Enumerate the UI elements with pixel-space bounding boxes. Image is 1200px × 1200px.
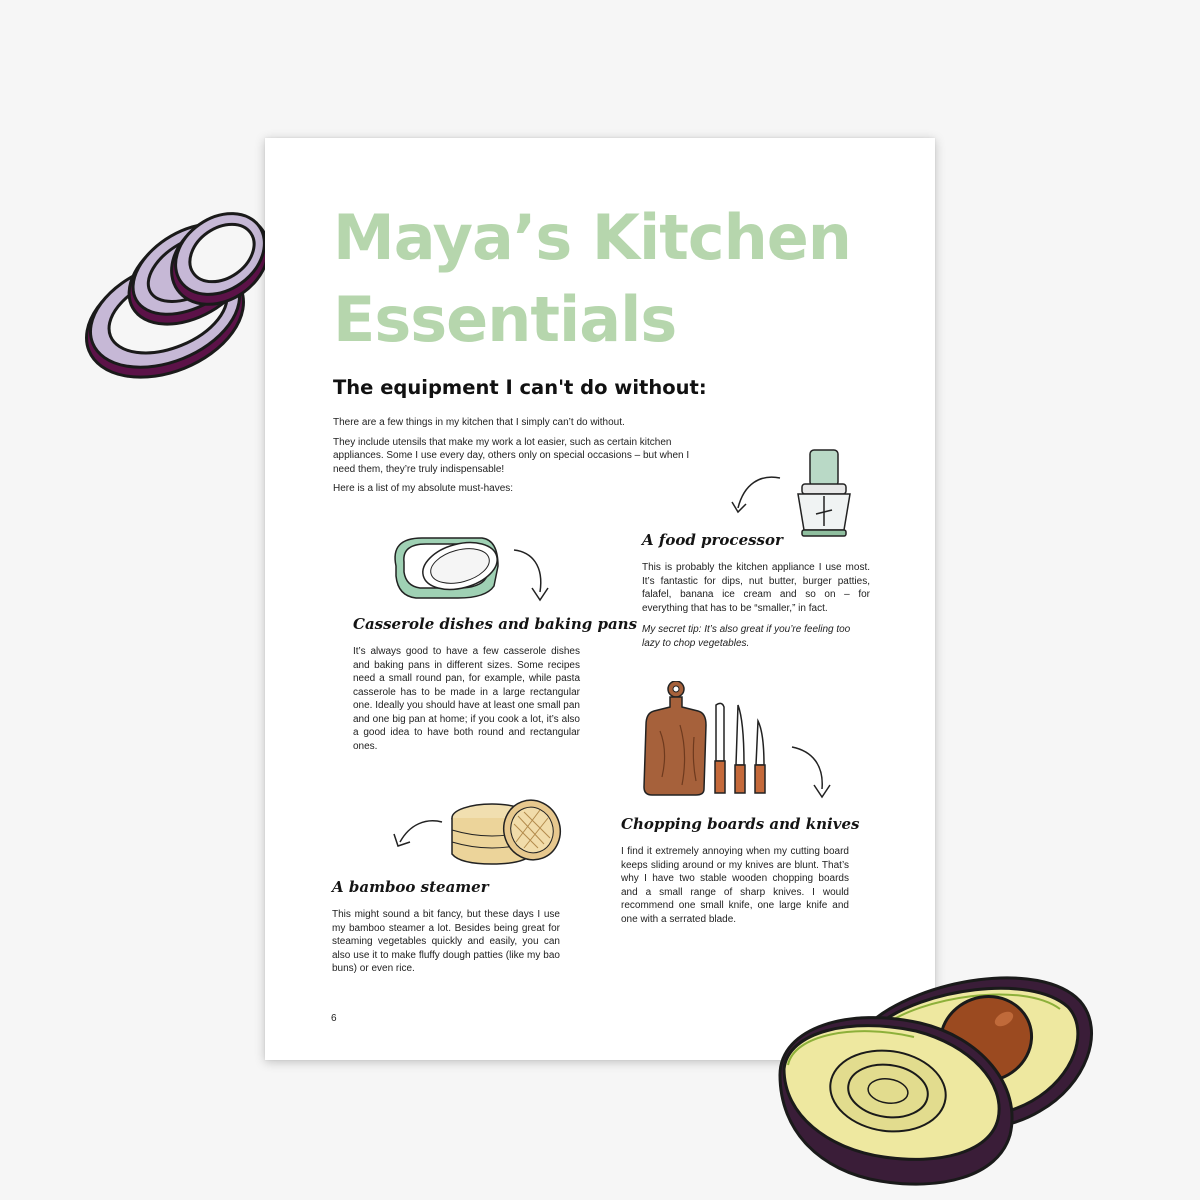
section-heading: A food processor (642, 531, 783, 549)
bamboo-steamer-icon (390, 790, 570, 870)
food-processor-icon (730, 444, 870, 544)
section-body: This is probably the kitchen appliance I use most. It’s fantastic for dips, nut butter, burger patties, falafel, banana ice cream and so on – for everything that has to be “smaller,” in fact. (642, 562, 870, 614)
intro-paragraph: Here is a list of my absolute must-haves: (333, 483, 514, 494)
chopping-board-knives-icon (640, 681, 840, 801)
title-line-2: Essentials (333, 283, 677, 356)
section-body: I find it extremely annoying when my cutting board keeps sliding around or my knives are blunt. That’s why I have two stable wooden chopping boards and a small range of sharp knives. I would recommend one small knife, one large knife and one with a serrated blade. (621, 846, 849, 925)
section-body: This might sound a bit fancy, but these days I use my bamboo steamer a lot. Besides being great for steaming vegetables quickly and easily, you can also use it to make fluffy dough patties (like my bao buns) or even rice. (332, 909, 560, 974)
section-body: It’s always good to have a few casserole dishes and baking pans in different sizes. Some recipes need a small round pan, for example, while pasta casserole has to be made in a large rectangular one. Ideally you should have at least one small pan and one big pan at home; if you cook a lot, it’s also a good idea to have both round and rectangular ones. (353, 646, 580, 752)
avocado-halves-illustration (770, 965, 1100, 1195)
page-title (333, 197, 851, 361)
bamboo-section (332, 878, 560, 984)
intro-paragraph: There are a few things in my kitchen that I simply can’t do without. (333, 417, 625, 428)
food-processor-section (642, 531, 870, 658)
casserole-dish-icon (382, 526, 554, 610)
section-heading: Casserole dishes and baking pans (353, 615, 638, 633)
title-line-1: Maya’s Kitchen (333, 201, 851, 274)
section-heading: Chopping boards and knives (621, 815, 860, 833)
intro-text (333, 416, 711, 502)
chopping-section (621, 815, 860, 934)
red-onion-rings-illustration (70, 180, 280, 410)
secret-tip: My secret tip: It’s also great if you’re feeling too lazy to chop vegetables. (642, 624, 851, 649)
section-subtitle: The equipment I can't do without: (333, 376, 707, 399)
page-number: 6 (331, 1013, 337, 1024)
casserole-section (353, 615, 638, 761)
intro-paragraph: They include utensils that make my work a lot easier, such as certain kitchen appliances. Some I use every day, others only on special occasions – but when I need them, they’re truly indispensable! (333, 436, 690, 475)
section-heading: A bamboo steamer (332, 878, 489, 896)
